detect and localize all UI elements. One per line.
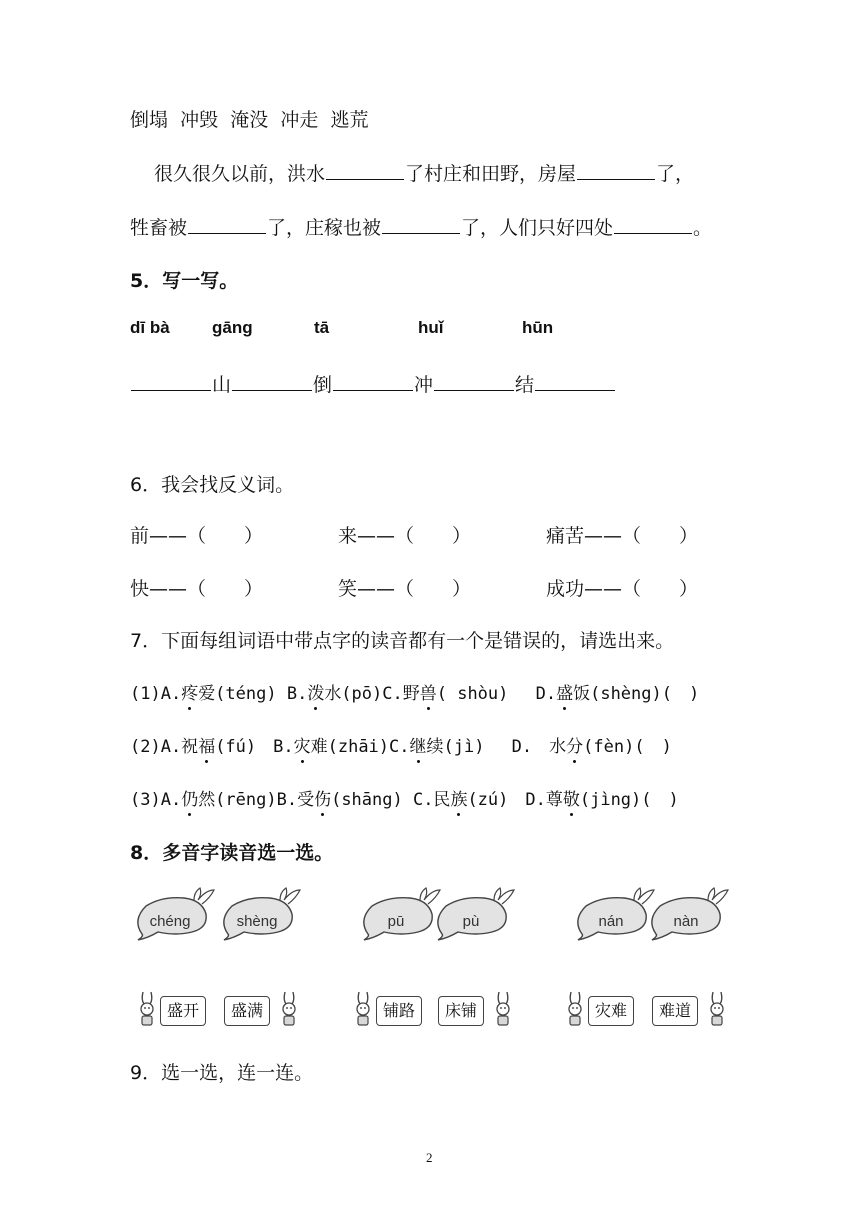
given-char: 山	[212, 374, 232, 396]
page-number: 2	[426, 1150, 433, 1165]
antonym-item[interactable]: 成功——（ ）	[546, 578, 699, 600]
answer-blank[interactable]	[614, 232, 692, 234]
q9-title: 9．选一选，连一连。	[130, 1062, 314, 1084]
q7-option-row-2: (2)A.祝福(fú) B.灾难(zhāi)C.继续(jì) D. 水分(fèn)( )	[130, 732, 672, 757]
q5-title: 5．写一写。	[130, 270, 239, 292]
sentence-text: 了，庄稼也被	[267, 217, 382, 239]
pinyin-label: tā	[314, 318, 330, 337]
pinyin-label: dī bà	[130, 318, 170, 337]
pinyin-bubble-text: shèng	[236, 913, 278, 930]
antonym-item[interactable]: 痛苦——（ ）	[546, 525, 699, 547]
word-bank-item: 逃荒	[330, 109, 369, 131]
bubble-group-2	[364, 888, 514, 940]
answer-blank[interactable]	[577, 178, 655, 180]
antonym-item[interactable]: 来——（ ）	[338, 525, 472, 547]
answer-blank[interactable]	[131, 389, 211, 391]
fill-sentence-line-2	[130, 213, 712, 240]
answer-blank[interactable]	[535, 389, 615, 391]
word-card[interactable]: 难道	[652, 996, 698, 1026]
q8-title: 8．多音字读音选一选。	[130, 842, 334, 864]
word-bank-item: 冲走	[280, 109, 319, 131]
pinyin-label: gāng	[212, 318, 253, 337]
pinyin-bubble-text: nán	[598, 913, 624, 930]
q6-title: 6．我会找反义词。	[130, 474, 295, 496]
sentence-text: 。	[693, 217, 713, 239]
bunny-icon	[564, 990, 586, 1030]
antonym-item[interactable]: 笑——（ ）	[338, 578, 472, 600]
sentence-text: 很久很久以前，洪水	[154, 163, 326, 185]
word-card[interactable]: 床铺	[438, 996, 484, 1026]
pinyin-bubble-text: chéng	[149, 913, 191, 930]
given-char: 倒	[313, 374, 333, 396]
antonym-item[interactable]: 快——（ ）	[130, 578, 264, 600]
pinyin-bubble-text: pù	[462, 913, 480, 930]
answer-blank[interactable]	[434, 389, 514, 391]
sentence-text: 牲畜被	[130, 217, 188, 239]
word-card[interactable]: 灾难	[588, 996, 634, 1026]
word-bank	[130, 105, 368, 132]
pinyin-bubble-text: nàn	[673, 913, 699, 930]
pinyin-bubble-text: pū	[387, 913, 405, 930]
bunny-icon	[136, 990, 158, 1030]
bunny-icon	[492, 990, 514, 1030]
answer-blank[interactable]	[188, 232, 266, 234]
sentence-text: 了，	[656, 163, 695, 185]
q7-option-row-3: (3)A.仍然(rēng)B.受伤(shāng) C.民族(zú) D.尊敬(jìng)( )	[130, 785, 679, 810]
word-bank-item: 倒塌	[130, 109, 169, 131]
bubble-group-3	[578, 888, 728, 940]
fill-sentence-line-1	[154, 159, 694, 186]
bunny-icon	[352, 990, 374, 1030]
given-char: 冲	[414, 374, 434, 396]
answer-blank[interactable]	[382, 232, 460, 234]
given-char: 结	[515, 374, 535, 396]
word-bank-item: 冲毁	[180, 109, 219, 131]
q7-option-row-1: (1)A.疼爱(téng) B.泼水(pō)C.野兽( shòu) D.盛饭(shèng)( )	[130, 679, 699, 704]
q7-title: 7．下面每组词语中带点字的读音都有一个是错误的，请选出来。	[130, 630, 675, 652]
pinyin-label: hūn	[522, 318, 554, 337]
sentence-text: 了村庄和田野，房屋	[405, 163, 577, 185]
antonym-item[interactable]: 前——（ ）	[130, 525, 264, 547]
q5-writing-row	[130, 370, 616, 397]
answer-blank[interactable]	[232, 389, 312, 391]
word-card[interactable]: 铺路	[376, 996, 422, 1026]
word-card[interactable]: 盛满	[224, 996, 270, 1026]
bunny-icon	[706, 990, 728, 1030]
sentence-text: 了，人们只好四处	[461, 217, 614, 239]
bunny-icon	[278, 990, 300, 1030]
word-bank-item: 淹没	[230, 109, 269, 131]
answer-blank[interactable]	[333, 389, 413, 391]
word-card-row	[130, 996, 750, 1036]
pinyin-bubbles	[130, 884, 750, 944]
bubble-group-1	[138, 888, 300, 940]
word-card[interactable]: 盛开	[160, 996, 206, 1026]
answer-blank[interactable]	[326, 178, 404, 180]
pinyin-label: huǐ	[418, 318, 444, 337]
